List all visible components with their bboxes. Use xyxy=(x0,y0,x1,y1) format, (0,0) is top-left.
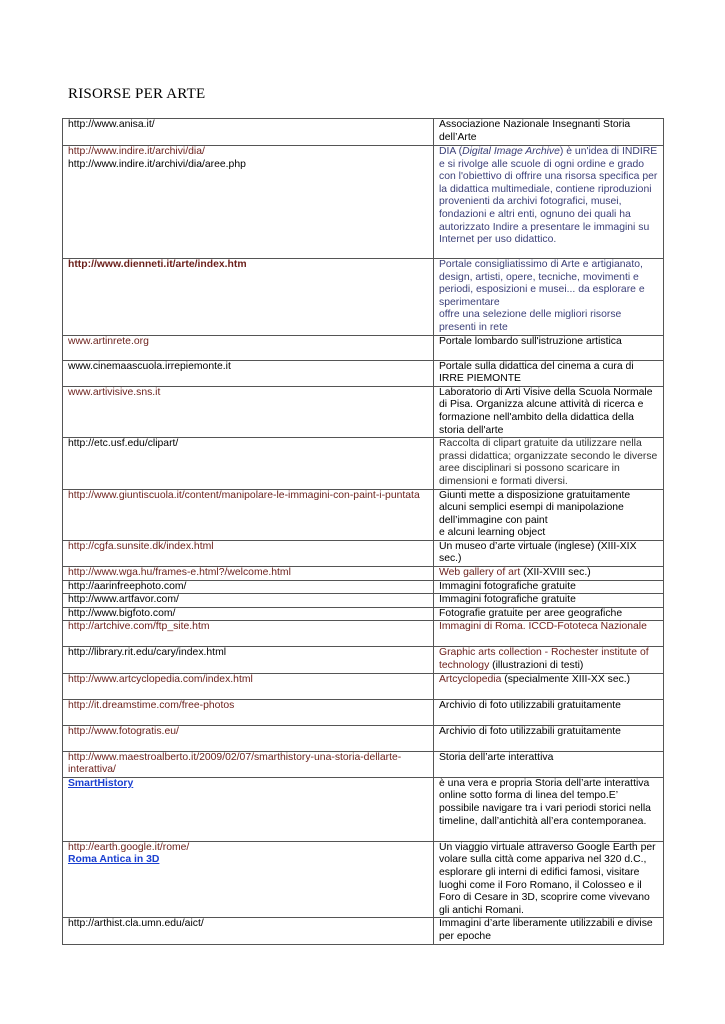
description-cell xyxy=(434,673,664,699)
resource-description: Giunti mette a disposizione gratuitamente alcuni semplici esempi di manipolazione dell’immagine con paint xyxy=(439,489,631,526)
table-row xyxy=(63,580,664,594)
description-cell xyxy=(434,567,664,581)
table-row xyxy=(63,146,664,259)
url-cell xyxy=(63,259,434,336)
description-cell xyxy=(434,540,664,566)
table-row xyxy=(63,699,664,725)
resource-link[interactable]: http://etc.usf.edu/clipart/ xyxy=(68,438,179,450)
description-cell xyxy=(434,607,664,621)
table-row xyxy=(63,621,664,647)
description-cell xyxy=(434,918,664,944)
table-row xyxy=(63,567,664,581)
description-cell xyxy=(434,841,664,918)
resource-link[interactable]: http://www.anisa.it/ xyxy=(68,119,155,130)
resource-link[interactable]: http://www.artfavor.com/ xyxy=(68,594,179,606)
resource-link[interactable]: http://www.indire.it/archivi/dia/aree.php xyxy=(68,158,246,170)
url-cell xyxy=(63,751,434,777)
url-cell xyxy=(63,673,434,699)
resource-description: Portale consigliatissimo di Arte e artigianato, design, artisti, opere, tecniche, movimenti e periodi, esposizioni e musei... da esplorare e sperimentare xyxy=(439,259,645,308)
table-row xyxy=(63,438,664,489)
table-row xyxy=(63,540,664,566)
table-row xyxy=(63,259,664,336)
resource-description: e alcuni learning object xyxy=(439,527,546,539)
description-cell xyxy=(434,259,664,336)
resource-link[interactable]: http://www.maestroalberto.it/2009/02/07/smarthistory-una-storia-dellarte-interattiva/ xyxy=(68,751,402,776)
url-cell xyxy=(63,335,434,360)
resource-link[interactable]: http://arthist.cla.umn.edu/aict/ xyxy=(68,918,204,930)
url-cell xyxy=(63,119,434,146)
description-cell xyxy=(434,594,664,608)
url-cell xyxy=(63,567,434,581)
table-row xyxy=(63,119,664,146)
resource-description: Web gallery of art (XII-XVIII sec.) xyxy=(439,567,591,579)
resource-link[interactable]: http://www.indire.it/archivi/dia/ xyxy=(68,146,205,157)
description-cell xyxy=(434,751,664,777)
description-cell xyxy=(434,489,664,540)
url-cell xyxy=(63,580,434,594)
description-cell xyxy=(434,777,664,841)
resource-description: Raccolta di clipart gratuite da utilizzare nella prassi didattica; organizzate secondo le diverse aree disciplinari si possono scaricare in dimensioni e formati diversi. xyxy=(439,438,658,487)
url-cell xyxy=(63,146,434,259)
table-row xyxy=(63,841,664,918)
resource-link[interactable]: http://www.giuntiscuola.it/content/manipolare-le-immagini-con-paint-i-puntata xyxy=(68,489,420,501)
url-cell xyxy=(63,607,434,621)
resource-link[interactable]: www.artivisive.sns.it xyxy=(68,386,161,398)
resource-description: Archivio di foto utilizzabili gratuitamente xyxy=(439,725,621,737)
resource-link[interactable]: http://www.artcyclopedia.com/index.html xyxy=(68,673,253,685)
resource-description: offre una selezione delle migliori risorse presenti in rete xyxy=(439,309,622,333)
url-cell xyxy=(63,647,434,673)
resource-description: Immagini di Roma. ICCD-Fototeca Nazionale xyxy=(439,621,647,633)
table-row xyxy=(63,777,664,841)
url-cell xyxy=(63,540,434,566)
table-row xyxy=(63,360,664,386)
url-cell xyxy=(63,699,434,725)
description-cell xyxy=(434,119,664,146)
description-cell xyxy=(434,438,664,489)
resource-description: Laboratorio di Arti Visive della Scuola Normale di Pisa. Organizza alcune attività di ricerca e formazione nell'ambito della didattica della storia dell'arte xyxy=(439,386,653,436)
resource-description: è una vera e propria Storia dell’arte interattiva online sotto forma di linea del tempo.E’ possibile navigare tra i vari periodi storici nella timeline, dall’antichità all’era contemporanea. xyxy=(439,777,651,827)
resource-description: Un museo d’arte virtuale (inglese) (XIII-XIX sec.) xyxy=(439,540,637,565)
url-cell xyxy=(63,725,434,751)
resource-link[interactable]: http://cgfa.sunsite.dk/index.html xyxy=(68,540,214,552)
table-row xyxy=(63,489,664,540)
description-cell xyxy=(434,647,664,673)
table-row xyxy=(63,918,664,944)
table-row xyxy=(63,673,664,699)
resource-link[interactable]: http://it.dreamstime.com/free-photos xyxy=(68,699,235,711)
resource-description: Portale sulla didattica del cinema a cura di IRRE PIEMONTE xyxy=(439,360,634,385)
resource-description: Portale lombardo sull'istruzione artistica xyxy=(439,335,622,347)
description-cell xyxy=(434,146,664,259)
resource-description: Fotografie gratuite per aree geografiche xyxy=(439,607,623,619)
url-cell xyxy=(63,777,434,841)
resource-description: DIA (Digital Image Archive) è un'idea di INDIRE e si rivolge alle scuole di ogni ordine e grado con l'obiettivo di offrire una risorsa specifica per la didattica multimediale, contiene riproduzioni provenienti da archivi fotografici, musei, fondazioni e altri enti, ognuno dei quali ha autorizzato Indire a presentare le immagini su Internet per uso didattico. xyxy=(439,146,658,246)
url-cell xyxy=(63,841,434,918)
table-row xyxy=(63,607,664,621)
resource-description: Artcyclopedia (specialmente XIII-XX sec.) xyxy=(439,673,631,685)
description-cell xyxy=(434,580,664,594)
resource-link[interactable]: http://earth.google.it/rome/ xyxy=(68,841,190,853)
description-cell xyxy=(434,725,664,751)
resource-description: Associazione Nazionale Insegnanti Storia dell’Arte xyxy=(439,119,631,143)
table-row xyxy=(63,751,664,777)
url-cell xyxy=(63,621,434,647)
resource-link[interactable]: http://www.wga.hu/frames-e.html?/welcome.html xyxy=(68,567,291,579)
table-row xyxy=(63,594,664,608)
resource-link[interactable]: http://library.rit.edu/cary/index.html xyxy=(68,647,227,659)
description-cell xyxy=(434,360,664,386)
resource-link[interactable]: http://www.dienneti.it/arte/index.htm xyxy=(68,259,247,270)
resource-description: Archivio di foto utilizzabili gratuitamente xyxy=(439,699,621,711)
table-row xyxy=(63,725,664,751)
resource-link[interactable]: http://www.fotogratis.eu/ xyxy=(68,725,179,737)
url-cell xyxy=(63,594,434,608)
resource-description: Storia dell’arte interattiva xyxy=(439,751,554,763)
description-cell xyxy=(434,335,664,360)
resource-description: Graphic arts collection - Rochester institute of technology (illustrazioni di testi) xyxy=(439,647,649,672)
url-cell xyxy=(63,386,434,437)
smarthistory-link[interactable]: SmartHistory xyxy=(68,777,134,789)
roma-antica-link[interactable]: Roma Antica in 3D xyxy=(68,854,160,866)
url-cell xyxy=(63,438,434,489)
resource-link[interactable]: www.cinemaascuola.irrepiemonte.it xyxy=(68,360,231,372)
description-cell xyxy=(434,386,664,437)
page-title: RISORSE PER ARTE xyxy=(68,86,206,102)
table-row xyxy=(63,647,664,673)
resources-table xyxy=(62,118,664,945)
resource-description: Immagini d’arte liberamente utilizzabili e divise per epoche xyxy=(439,918,653,942)
url-cell xyxy=(63,918,434,944)
table-row xyxy=(63,386,664,437)
resource-link[interactable]: http://www.bigfoto.com/ xyxy=(68,607,176,619)
url-cell xyxy=(63,489,434,540)
resource-link[interactable]: http://aarinfreephoto.com/ xyxy=(68,580,187,592)
description-cell xyxy=(434,621,664,647)
resource-link[interactable]: http://artchive.com/ftp_site.htm xyxy=(68,621,210,633)
url-cell xyxy=(63,360,434,386)
table-row xyxy=(63,335,664,360)
description-cell xyxy=(434,699,664,725)
resource-description: Immagini fotografiche gratuite xyxy=(439,580,576,592)
resource-description: Un viaggio virtuale attraverso Google Earth per volare sulla città come appariva nel 320 d.C., esplorare gli interni di edifici famosi, visitare luoghi come il Foro Romano, il Colosseo e il Foro di Cesare in 3D, scoprire come vivevano gli antichi Romani. xyxy=(439,841,656,916)
resource-link[interactable]: www.artinrete.org xyxy=(68,335,149,347)
resource-description: Immagini fotografiche gratuite xyxy=(439,594,576,606)
